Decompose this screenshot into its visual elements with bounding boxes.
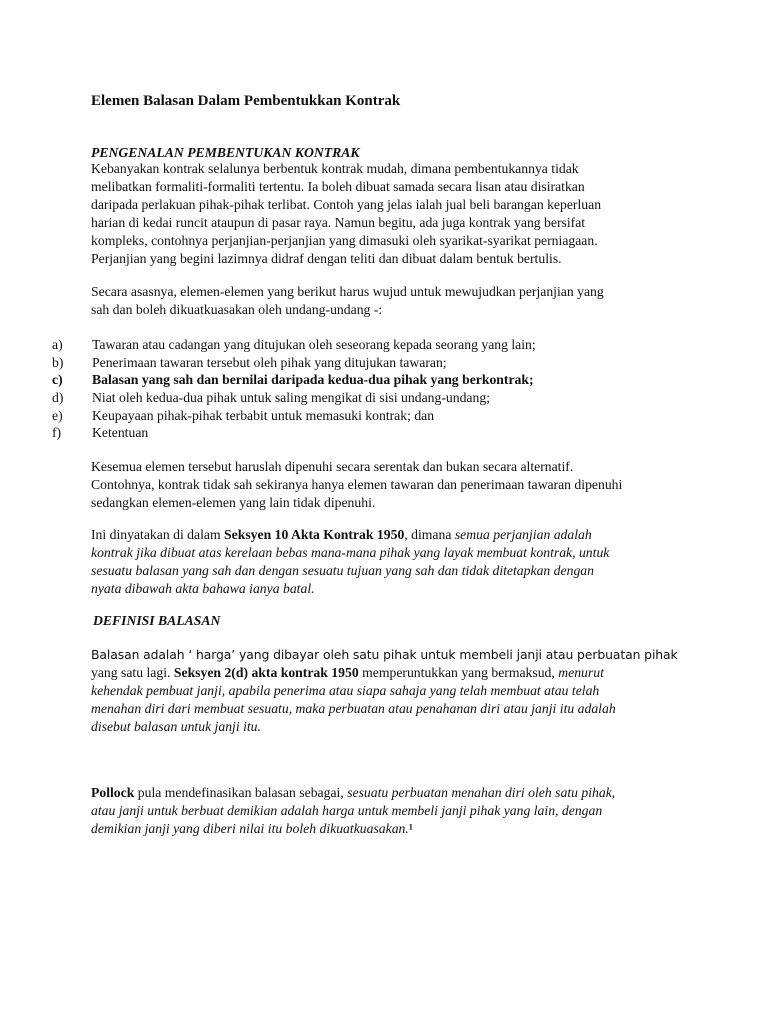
elements-list: [52, 336, 692, 442]
plain-text: , dimana: [404, 527, 455, 542]
definition-heading: DEFINISI BALASAN: [93, 613, 221, 628]
quote-line: kehendak pembuat janji, apabila penerima atau siapa sahaja yang telah membuat atau telah: [91, 683, 600, 698]
list-marker: c): [52, 372, 63, 388]
pollock-paragraph: [91, 784, 679, 838]
text-line: Kesemua elemen tersebut haruslah dipenuhi secara serentak dan bukan secara alternatif.: [91, 459, 574, 474]
definition-paragraph: [91, 646, 691, 736]
list-item-text: Niat oleh kedua-dua pihak untuk saling mengikat di sisi undang-undang;: [92, 390, 491, 406]
text-line: harian di kedai runcit ataupun di pasar raya. Namun begitu, ada juga kontrak yang bersifat: [91, 215, 586, 230]
quote-text: semua perjanjian adalah: [454, 527, 592, 542]
text-line: [91, 784, 679, 802]
plain-text: pula mendefinasikan balasan sebagai,: [134, 785, 348, 800]
list-item-text: Balasan yang sah dan bernilai daripada kedua-dua pihak yang berkontrak;: [92, 372, 534, 388]
quote-line: kontrak jika dibuat atas kerelaan bebas mana-mana pihak yang layak membuat kontrak, untuk: [91, 545, 610, 560]
list-item-text: Tawaran atau cadangan yang ditujukan oleh seseorang kepada seorang yang lain;: [92, 337, 536, 352]
text-line: melibatkan formaliti-formaliti tertentu. Ia boleh dibuat samada secara lisan atau disiratkan: [91, 179, 585, 194]
document-title: Elemen Balasan Dalam Pembentukkan Kontrak: [91, 93, 401, 109]
text-line: Balasan adalah ‘ harga’ yang dibayar oleh satu pihak untuk membeli janji atau perbuatan pihak: [91, 647, 678, 662]
simultaneous-paragraph: [91, 458, 691, 512]
list-marker: b): [52, 354, 64, 370]
text-line: Secara asasnya, elemen-elemen yang berikut harus wujud untuk mewujudkan perjanjian yang: [91, 284, 604, 299]
list-item: [52, 354, 692, 372]
text-line: Perjanjian yang begini lazimnya didraf dengan teliti dan dibuat dalam bentuk bertulis.: [91, 251, 562, 266]
act-reference: Seksyen 2(d) akta kontrak 1950: [173, 665, 359, 680]
footnote-marker: ¹: [408, 821, 413, 836]
list-marker: e): [52, 407, 63, 423]
list-item: [52, 336, 692, 354]
list-item-text: Keupayaan pihak-pihak terbabit untuk memasuki kontrak; dan: [92, 407, 435, 423]
list-item-text: Penerimaan tawaran tersebut oleh pihak yang ditujukan tawaran;: [92, 354, 447, 370]
text-line: sedangkan elemen-elemen yang lain tidak dipenuhi.: [91, 495, 376, 510]
quote-line: sesuatu balasan yang sah dan dengan sesuatu tujuan yang sah dan tidak ditetapkan dengan: [91, 563, 594, 578]
text-line: [91, 664, 691, 682]
section10-paragraph: [91, 526, 691, 598]
text-line: sah dan boleh dikuatkuasakan oleh undang-undang -:: [91, 302, 383, 317]
list-marker: f): [52, 425, 62, 441]
plain-text: Ini dinyatakan di dalam: [91, 527, 225, 542]
author-name: Pollock: [91, 785, 135, 800]
intro-heading: PENGENALAN PEMBENTUKAN KONTRAK: [91, 145, 360, 160]
quote-text: sesuatu perbuatan menahan diri oleh satu pihak,: [347, 785, 616, 800]
plain-text: yang satu lagi.: [91, 665, 174, 680]
elements-intro-paragraph: [91, 283, 691, 319]
quote-line: menahan diri dari membuat sesuatu, maka perbuatan atau penahanan diri atau janji itu adalah: [91, 701, 616, 716]
text-line: Contohnya, kontrak tidak sah sekiranya hanya elemen tawaran dan penerimaan tawaran dipenuhi: [91, 477, 623, 492]
plain-text: memperuntukkan yang bermaksud,: [358, 665, 559, 680]
list-marker: a): [52, 337, 63, 352]
quote-line: disebut balasan untuk janji itu.: [91, 719, 261, 734]
list-item: [52, 407, 692, 425]
intro-paragraph: [91, 160, 691, 268]
list-item: [52, 424, 692, 442]
act-reference: Seksyen 10 Akta Kontrak 1950: [224, 527, 405, 542]
list-marker: d): [52, 390, 64, 406]
text-line: [91, 526, 691, 544]
text-line: Kebanyakan kontrak selalunya berbentuk kontrak mudah, dimana pembentukannya tidak: [91, 161, 579, 176]
text-line: kompleks, contohnya perjanjian-perjanjian yang dimasuki oleh syarikat-syarikat perniagaan.: [91, 233, 598, 248]
text-line: daripada perlakuan pihak-pihak terlibat. Contoh yang jelas ialah jual beli barangan keperluan: [91, 197, 602, 212]
quote-text: demikian janji yang diberi nilai itu boleh dikuatkuasakan.: [91, 821, 409, 836]
list-item-text: Ketentuan: [92, 425, 149, 441]
quote-line: nyata dibawah akta bahawa ianya batal.: [91, 581, 315, 596]
quote-text: menurut: [558, 665, 604, 680]
text-line: [91, 820, 679, 838]
list-item-highlighted: [52, 371, 692, 389]
quote-line: atau janji untuk berbuat demikian adalah harga untuk membeli janji pihak yang lain, dengan: [91, 803, 603, 818]
list-item: [52, 389, 692, 407]
